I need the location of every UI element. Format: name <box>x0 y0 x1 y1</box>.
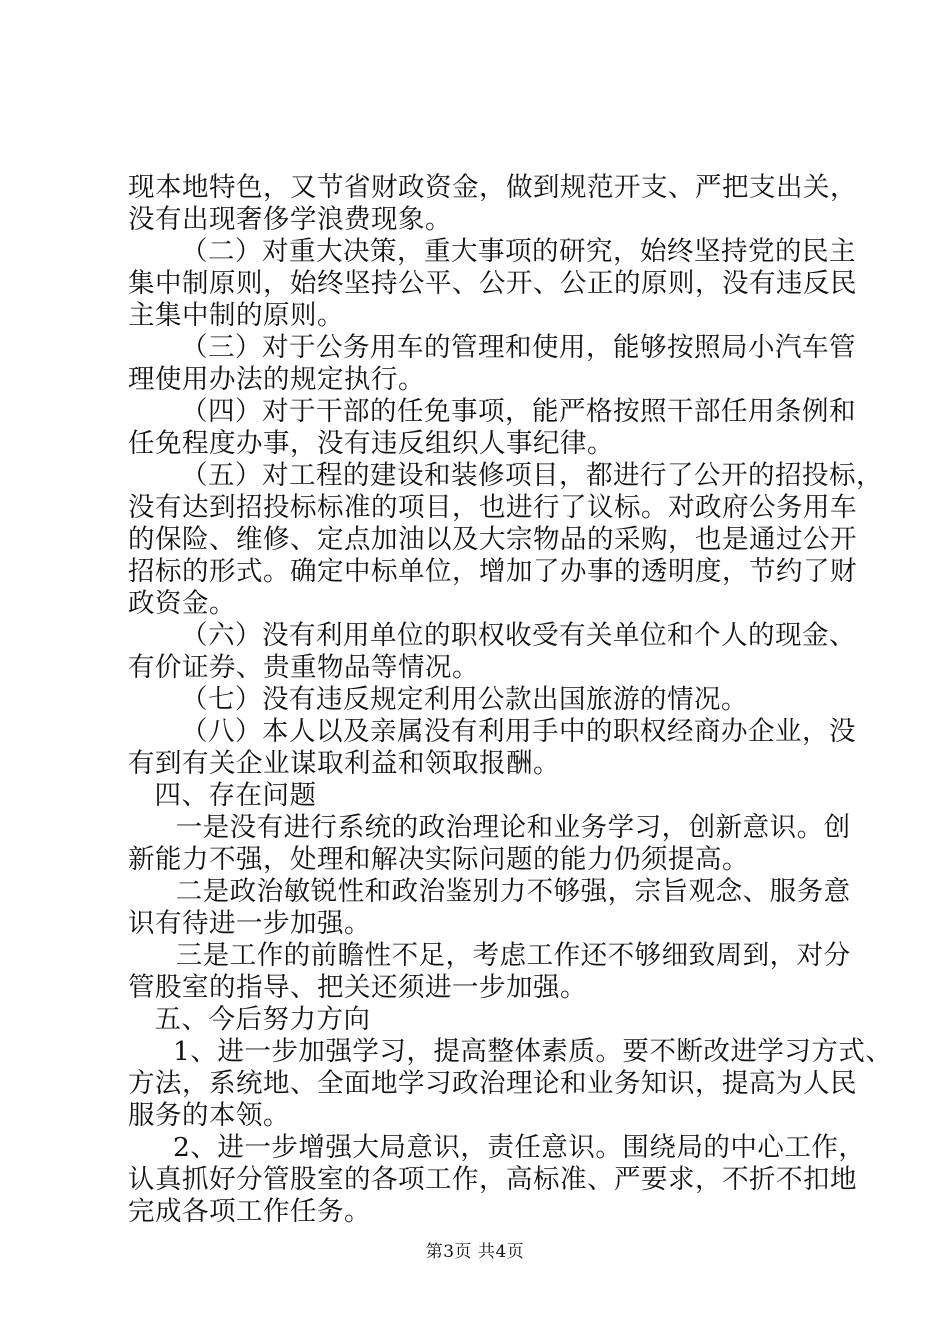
text-line: 五、今后努力方向 <box>154 1004 371 1035</box>
text-line: 政资金。 <box>128 588 236 619</box>
text-line: 管股室的指导、把关还须进一步加强。 <box>128 972 587 1003</box>
page-footer: 第3页 共4页 <box>425 1242 525 1262</box>
text-line: 1、进一步加强学习，提高整体素质。要不断改进学习方式、 <box>173 1036 893 1067</box>
text-line: 主集中制的原则。 <box>128 300 344 331</box>
text-line: 招标的形式。确定中标单位，增加了办事的透明度，节约了财 <box>128 556 857 587</box>
text-line: 二是政治敏锐性和政治鉴别力不够强，宗旨观念、服务意 <box>175 876 851 907</box>
text-line: 识有待进一步加强。 <box>128 908 371 939</box>
text-line: 一是没有进行系统的政治理论和业务学习，创新意识。创 <box>175 812 851 843</box>
text-line: 方法，系统地、全面地学习政治理论和业务知识，提高为人民 <box>128 1068 857 1099</box>
text-line: （五）对工程的建设和装修项目，都进行了公开的招投标， <box>181 460 883 491</box>
text-line: （四）对于干部的任免事项，能严格按照干部任用条例和 <box>181 396 856 427</box>
text-line: 2、进一步增强大局意识，责任意识。围绕局的中心工作， <box>173 1132 866 1163</box>
text-line: 现本地特色，又节省财政资金，做到规范开支、严把支出关， <box>128 172 857 203</box>
text-line: 三是工作的前瞻性不足，考虑工作还不够细致周到，对分 <box>175 940 851 971</box>
document-body <box>128 172 893 1228</box>
text-line: （二）对重大决策，重大事项的研究，始终坚持党的民主 <box>181 236 856 267</box>
text-line: 新能力不强，处理和解决实际问题的能力仍须提高。 <box>128 844 749 875</box>
text-line: 四、存在问题 <box>154 780 317 811</box>
text-line: （三）对于公务用车的管理和使用，能够按照局小汽车管 <box>181 332 856 363</box>
text-line: （八）本人以及亲属没有利用手中的职权经商办企业，没 <box>181 716 856 747</box>
text-line: 有价证券、贵重物品等情况。 <box>128 652 479 683</box>
text-line: （七）没有违反规定利用公款出国旅游的情况。 <box>181 684 748 715</box>
text-line: 的保险、维修、定点加油以及大宗物品的采购，也是通过公开 <box>128 524 857 555</box>
text-line: （六）没有利用单位的职权收受有关单位和个人的现金、 <box>181 620 856 651</box>
text-line: 认真抓好分管股室的各项工作，高标准、严要求，不折不扣地 <box>128 1164 857 1195</box>
text-line: 完成各项工作任务。 <box>128 1196 371 1227</box>
text-line: 没有出现奢侈学浪费现象。 <box>128 204 452 235</box>
text-line: 理使用办法的规定执行。 <box>128 364 425 395</box>
text-line: 服务的本领。 <box>128 1100 290 1131</box>
text-line: 任免程度办事，没有违反组织人事纪律。 <box>128 428 614 459</box>
text-line: 集中制原则，始终坚持公平、公开、公正的原则，没有违反民 <box>128 268 857 299</box>
text-line: 有到有关企业谋取利益和领取报酬。 <box>128 748 560 779</box>
text-line: 没有达到招投标标准的项目，也进行了议标。对政府公务用车 <box>128 492 857 523</box>
